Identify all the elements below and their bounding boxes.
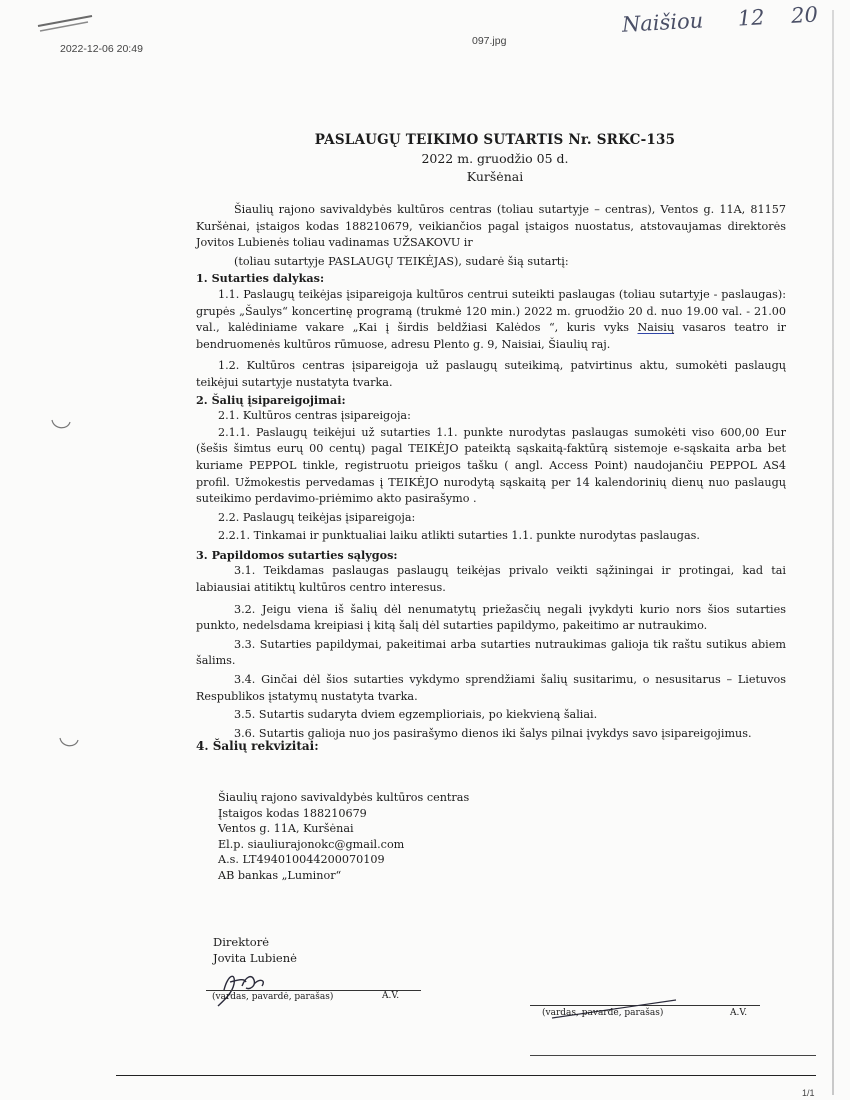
staple-mark-icon bbox=[36, 12, 96, 34]
stamp-placeholder: A.V. bbox=[382, 991, 400, 1001]
director-role: Direktorė bbox=[213, 935, 270, 949]
requisites-block bbox=[218, 790, 469, 883]
handwritten-word: Naišiou bbox=[621, 8, 704, 37]
print-timestamp: 2022-12-06 20:49 bbox=[60, 43, 143, 55]
section-heading: 1. Sutarties dalykas: bbox=[196, 271, 325, 286]
requisite-line: A.s. LT494010044200070109 bbox=[218, 853, 385, 866]
section-heading: 3. Papildomos sutarties sąlygos: bbox=[196, 547, 398, 562]
underlined-place: Naisių bbox=[637, 321, 675, 335]
handwritten-number: 20 bbox=[790, 2, 819, 28]
signature-block-right bbox=[530, 998, 760, 1028]
requisite-line: AB bankas „Luminor“ bbox=[218, 868, 342, 882]
requisite-line: Ventos g. 11A, Kuršėnai bbox=[218, 822, 354, 835]
clause-3-2: 3.2. Jeigu viena iš šalių dėl nenumatytų priežasčių negali įvykdyti kurio nors šios sutarties punkto, nedelsdama kreipiasi į kitą šalį dėl sutarties papildymo, pakeitimo ar nutraukimo. bbox=[196, 602, 786, 633]
clause-3-5: 3.5. Sutartis sudaryta dviem egzemplioriais, po kiekvieną šaliai. bbox=[234, 708, 598, 722]
handwritten-signature-icon bbox=[216, 968, 276, 1008]
title-block bbox=[200, 132, 790, 184]
clause-3-6: 3.6. Sutartis galioja nuo jos pasirašymo dienos iki šalys pilnai įvykdys savo įsipareigojimus. bbox=[234, 726, 752, 740]
clause-1-2: 1.2. Kultūros centras įsipareigoja už paslaugų suteikimą, patvirtinus aktu, sumokėti paslaugų teikėjui sutartyje nustatyta tvarka. bbox=[196, 359, 786, 389]
scan-edge bbox=[832, 10, 834, 1095]
clause-text: 1.1. Paslaugų teikėjas įsipareigoja kultūros centrui suteikti paslaugas (toliau sutartyje - paslaugas): grupės „Šaulys“ koncertinę programą (trukmė 120 min.) 2022 m. gruodžio 20 d. nuo 19.00 val. - 21.00 val., kalėdiniame vakare „Kai į širdis beldžiasi Kalėdos “, kuris vyks bbox=[196, 287, 786, 335]
intro-provider-line: (toliau sutartyje PASLAUGŲ TEIKĖJAS), sudarė šią sutartį: bbox=[234, 254, 569, 268]
clause-3-1: 3.1. Teikdamas paslaugas paslaugų teikėjas privalo veikti sąžiningai ir protingai, kad tai labiausiai atitiktų kultūros centro interesus. bbox=[196, 564, 786, 595]
contract-body bbox=[196, 202, 786, 742]
clause-text: vasaros teatro ir bendruomenės kultūros rūmuose, adresu Plento g. 9, Naisiai, Šiaulių raj. bbox=[196, 321, 786, 351]
clause-2-1: 2.1. Kultūros centras įsipareigoja: bbox=[218, 409, 411, 423]
clause-3-3: 3.3. Sutarties papildymai, pakeitimai arba sutarties nutraukimas galioja tik raštu sutikus abiem šalims. bbox=[196, 637, 786, 668]
requisite-line: Įstaigos kodas 188210679 bbox=[218, 806, 367, 820]
punch-hole-icon bbox=[50, 418, 72, 432]
section-heading: 2. Šalių įsipareigojimai: bbox=[196, 392, 346, 407]
director-block bbox=[213, 934, 297, 966]
footer-divider bbox=[530, 1055, 816, 1056]
document-date: 2022 m. gruodžio 05 d. bbox=[421, 151, 569, 166]
handwritten-number: 12 bbox=[737, 5, 766, 31]
signature-caption: (vardas, pavardė, parašas) bbox=[212, 992, 334, 1002]
requisite-line: Šiaulių rajono savivaldybės kultūros centras bbox=[218, 791, 470, 804]
handwritten-note bbox=[621, 2, 819, 42]
clause-2-2-1: 2.2.1. Tinkamai ir punktualiai laiku atlikti sutarties 1.1. punkte nurodytas paslaugas. bbox=[218, 529, 700, 543]
clause-1-1 bbox=[196, 287, 786, 353]
director-name: Jovita Lubienė bbox=[213, 951, 297, 965]
document-city: Kuršėnai bbox=[466, 169, 524, 184]
document-title: PASLAUGŲ TEIKIMO SUTARTIS Nr. SRKC-135 bbox=[314, 132, 676, 148]
section-heading: 4. Šalių rekvizitai: bbox=[196, 739, 319, 753]
requisite-line: El.p. siauliurajonokc@gmail.com bbox=[218, 837, 405, 851]
print-filename: 097.jpg bbox=[472, 35, 507, 47]
stamp-placeholder: A.V. bbox=[730, 1008, 748, 1018]
punch-hole-icon bbox=[58, 736, 80, 750]
page-number: 1/1 bbox=[802, 1088, 815, 1098]
signature-caption: (vardas, pavardė, parašas) bbox=[542, 1008, 664, 1018]
signature-block-left bbox=[206, 968, 421, 1018]
footer-divider bbox=[116, 1075, 816, 1076]
clause-2-2: 2.2. Paslaugų teikėjas įsipareigoja: bbox=[218, 510, 416, 524]
clause-3-4: 3.4. Ginčai dėl šios sutarties vykdymo sprendžiami šalių susitarimu, o nesusitarus – Lietuvos Respublikos įstatymų nustatyta tvarka. bbox=[196, 673, 786, 703]
clause-2-1-1: 2.1.1. Paslaugų teikėjui už sutarties 1.1. punkte nurodytas paslaugas sumokėti viso 600,00 Eur (šešis šimtus eurų 00 centų) pagal TEIKĖJO pateiktą sąskaitą-faktūrą sistemoje e-sąskaita arba bet kuriame PEPPOL tinkle, registruotu prieigos tašku ( angl. Access Point) naudojančiu PEPPOL AS4 profil. Užmokestis pervedamas į TEIKĖJO nurodytą sąskaitą per 14 kalendorinių dienų nuo paslaugų suteikimo perdavimo-priėmimo akto pasirašymo . bbox=[196, 425, 786, 506]
intro-paragraph: Šiaulių rajono savivaldybės kultūros centras (toliau sutartyje – centras), Ventos g. 11A, 81157 Kuršėnai, įstaigos kodas 188210679, veikiančios pagal įstaigos nuostatus, atstovaujamas direktorės Jovitos Lubienės toliau vadinamas UŽSAKOVU ir bbox=[196, 203, 786, 250]
